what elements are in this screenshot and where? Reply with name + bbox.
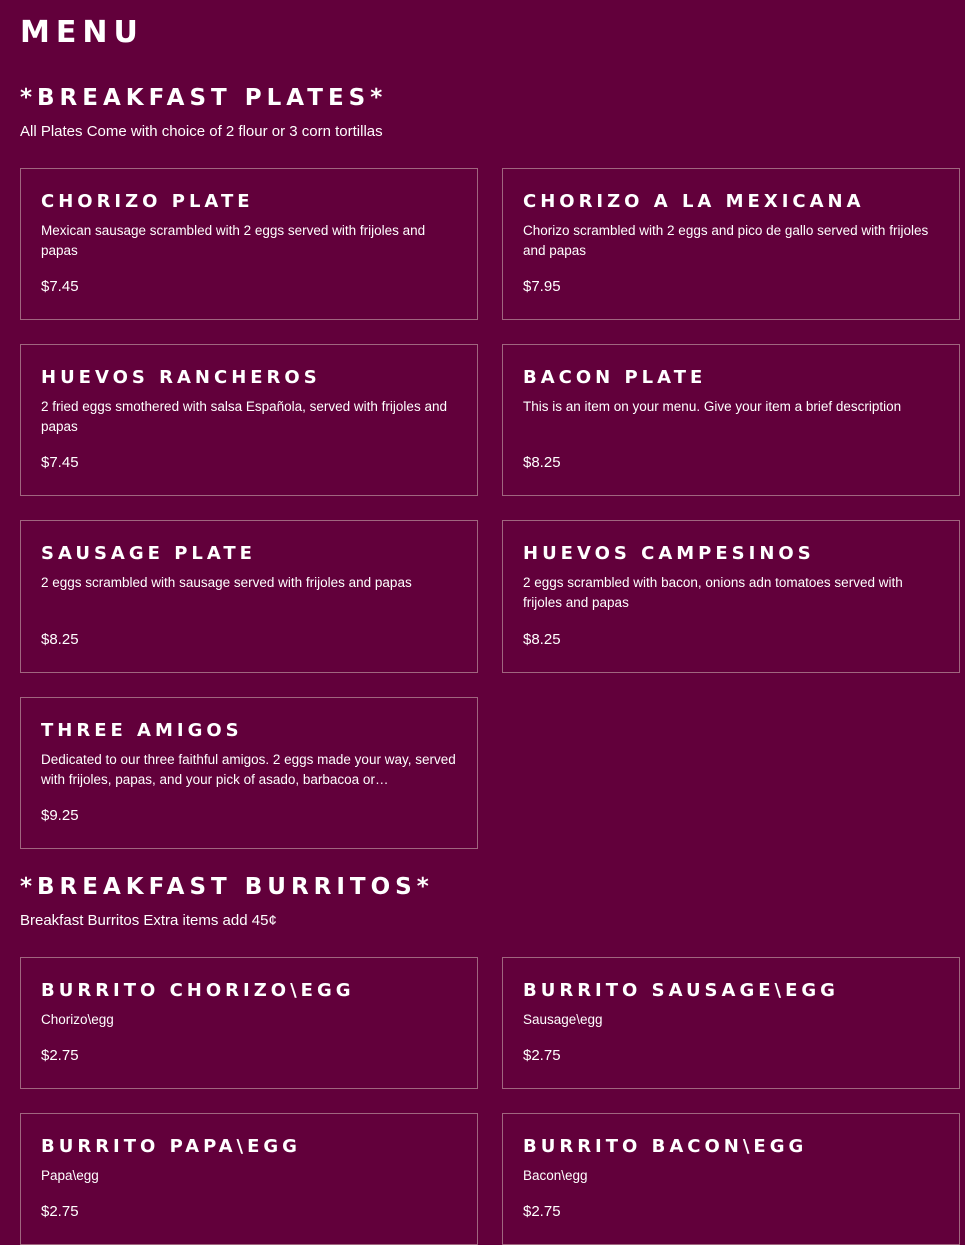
menu-item-card[interactable] (502, 520, 960, 673)
section-description: Breakfast Burritos Extra items add 45¢ (20, 912, 277, 929)
item-name: HUEVOS RANCHEROS (41, 367, 321, 388)
item-name: CHORIZO A LA MEXICANA (523, 191, 865, 212)
item-name: BACON PLATE (523, 367, 707, 388)
item-price: $8.25 (523, 631, 561, 648)
item-name: SAUSAGE PLATE (41, 543, 256, 564)
menu-item-card[interactable] (20, 520, 478, 673)
menu-item-card[interactable] (502, 957, 960, 1089)
item-name: BURRITO BACON\EGG (523, 1136, 808, 1157)
item-price: $2.75 (41, 1047, 79, 1064)
menu-item-card[interactable] (20, 697, 478, 849)
item-price: $8.25 (523, 454, 561, 471)
item-description: Papa\egg (41, 1168, 99, 1183)
item-name: CHORIZO PLATE (41, 191, 254, 212)
page-title: MENU (20, 15, 144, 50)
menu-item-card[interactable] (502, 1113, 960, 1245)
item-description: Chorizo\egg (41, 1012, 114, 1027)
item-description: Chorizo scrambled with 2 eggs and pico de gallo served with frijoles and papas (523, 223, 929, 258)
menu-item-card[interactable] (20, 344, 478, 496)
item-price: $2.75 (523, 1203, 561, 1220)
item-price: $9.25 (41, 807, 79, 824)
item-price: $2.75 (523, 1047, 561, 1064)
item-name: THREE AMIGOS (41, 720, 243, 741)
menu-item-card[interactable] (502, 168, 960, 320)
item-description: 2 fried eggs smothered with salsa Española, served with frijoles and papas (41, 399, 447, 434)
menu-item-card[interactable] (20, 1113, 478, 1245)
item-name: HUEVOS CAMPESINOS (523, 543, 815, 564)
section-description: All Plates Come with choice of 2 flour or 3 corn tortillas (20, 123, 383, 140)
menu-item-card[interactable] (20, 168, 478, 320)
menu-item-card[interactable] (502, 344, 960, 496)
item-price: $7.95 (523, 278, 561, 295)
section-title: *BREAKFAST BURRITOS* (20, 874, 434, 900)
item-description: Bacon\egg (523, 1168, 588, 1183)
item-price: $7.45 (41, 454, 79, 471)
item-price: $8.25 (41, 631, 79, 648)
item-name: BURRITO SAUSAGE\EGG (523, 980, 839, 1001)
item-price: $2.75 (41, 1203, 79, 1220)
item-name: BURRITO CHORIZO\EGG (41, 980, 355, 1001)
item-description: 2 eggs scrambled with bacon, onions adn tomatoes served with frijoles and papas (523, 575, 903, 610)
item-description: Sausage\egg (523, 1012, 603, 1027)
item-description: Mexican sausage scrambled with 2 eggs served with frijoles and papas (41, 223, 426, 258)
item-description: 2 eggs scrambled with sausage served with frijoles and papas (41, 575, 412, 590)
section-title: *BREAKFAST PLATES* (20, 85, 388, 111)
item-description: This is an item on your menu. Give your item a brief description (523, 399, 902, 414)
menu-item-card[interactable] (20, 957, 478, 1089)
item-name: BURRITO PAPA\EGG (41, 1136, 301, 1157)
item-description: Dedicated to our three faithful amigos. 2 eggs made your way, served with frijoles, papas, and your pick of asado, barbacoa or… (41, 752, 456, 787)
item-price: $7.45 (41, 278, 79, 295)
